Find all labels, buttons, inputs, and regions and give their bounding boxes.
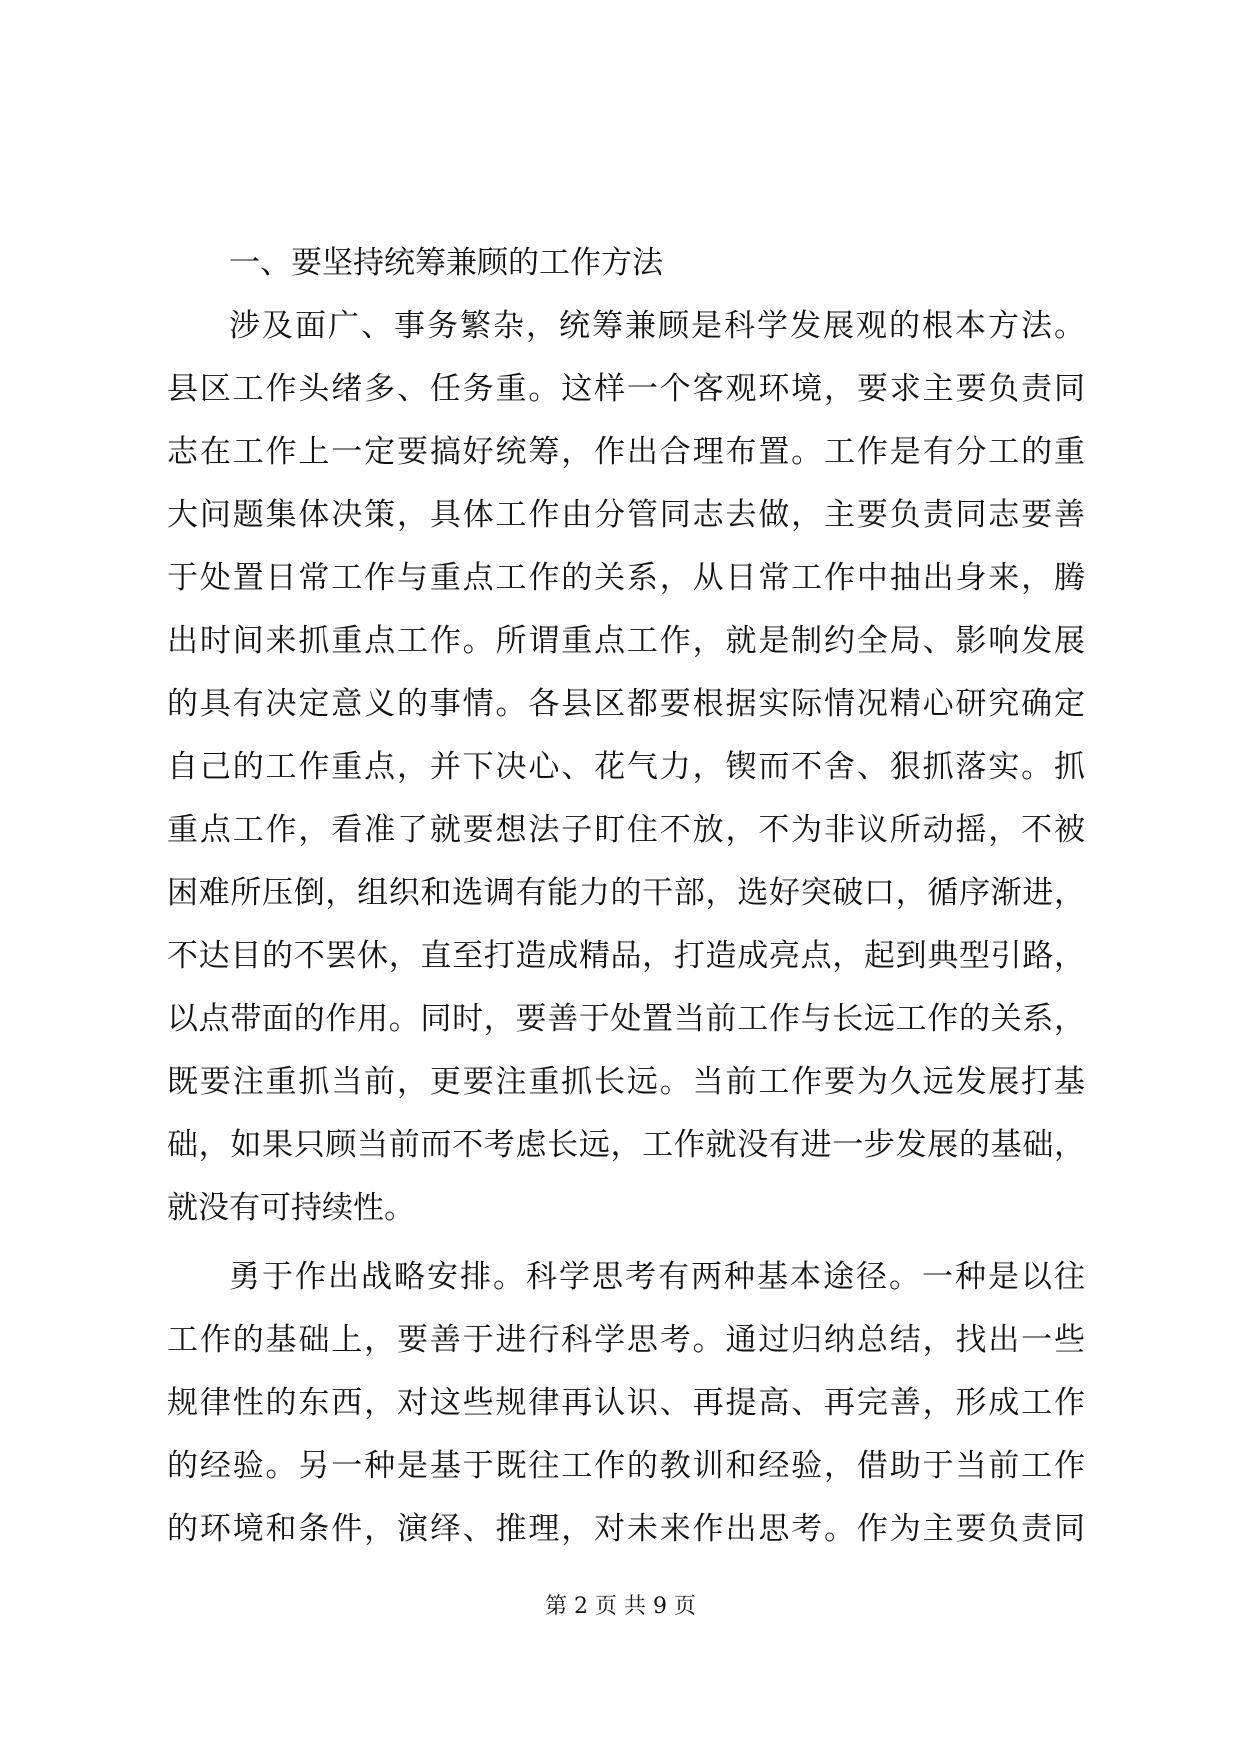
paragraph-line: 志在工作上一定要搞好统筹，作出合理布置。工作是有分工的重 xyxy=(167,434,1085,470)
paragraph-line: 就没有可持续性。 xyxy=(167,1190,415,1226)
page-footer: 第 2 页 共 9 页 xyxy=(545,1594,696,1619)
paragraph-line: 县区工作头绪多、任务重。这样一个客观环境，要求主要负责同 xyxy=(167,371,1085,407)
paragraph-1 xyxy=(167,295,1085,1240)
paragraph-line: 既要注重抓当前，更要注重抓长远。当前工作要为久远发展打基 xyxy=(167,1064,1085,1100)
paragraph-line: 出时间来抓重点工作。所谓重点工作，就是制约全局、影响发展 xyxy=(167,623,1085,659)
paragraph-line: 的具有决定意义的事情。各县区都要根据实际情况精心研究确定 xyxy=(167,686,1085,722)
paragraph-line: 工作的基础上，要善于进行科学思考。通过归纳总结，找出一些 xyxy=(167,1322,1085,1358)
section-heading: 一、要坚持统筹兼顾的工作方法 xyxy=(229,245,663,281)
paragraph-line: 的环境和条件，演绎、推理，对未来作出思考。作为主要负责同 xyxy=(167,1511,1085,1547)
paragraph-line: 重点工作，看准了就要想法子盯住不放，不为非议所动摇，不被 xyxy=(167,812,1085,848)
paragraph-line: 不达目的不罢休，直至打造成精品，打造成亮点，起到典型引路， xyxy=(167,938,1085,974)
paragraph-line: 勇于作出战略安排。科学思考有两种基本途径。一种是以往 xyxy=(229,1259,1085,1295)
paragraph-line: 涉及面广、事务繁杂，统筹兼顾是科学发展观的根本方法。 xyxy=(229,308,1085,344)
paragraph-line: 规律性的东西，对这些规律再认识、再提高、再完善，形成工作 xyxy=(167,1385,1085,1421)
paragraph-line: 的经验。另一种是基于既往工作的教训和经验，借助于当前工作 xyxy=(167,1448,1085,1484)
paragraph-2 xyxy=(167,1246,1085,1561)
paragraph-line: 自己的工作重点，并下决心、花气力，锲而不舍、狠抓落实。抓 xyxy=(167,749,1085,785)
paragraph-line: 大问题集体决策，具体工作由分管同志去做，主要负责同志要善 xyxy=(167,497,1085,533)
paragraph-line: 困难所压倒，组织和选调有能力的干部，选好突破口，循序渐进， xyxy=(167,875,1085,911)
paragraph-line: 于处置日常工作与重点工作的关系，从日常工作中抽出身来，腾 xyxy=(167,560,1085,596)
paragraph-line: 础，如果只顾当前而不考虑长远，工作就没有进一步发展的基础， xyxy=(167,1127,1085,1163)
paragraph-line: 以点带面的作用。同时，要善于处置当前工作与长远工作的关系， xyxy=(167,1001,1085,1037)
document-body xyxy=(167,232,1085,1561)
